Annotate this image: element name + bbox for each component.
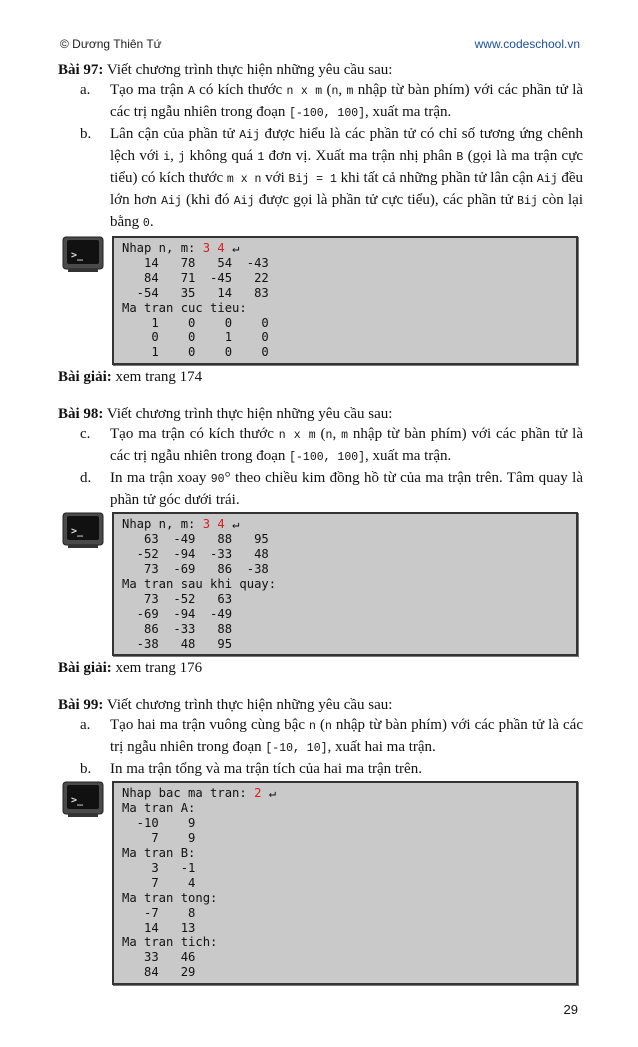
text: nhập từ bàn phím) với các phần tử là các trị ngẫu nhiên trong đoạn (110, 426, 583, 465)
exercise-title (58, 404, 583, 424)
requirement-item (58, 80, 583, 124)
terminal-icon (62, 512, 104, 548)
code-inline: Aij (161, 195, 182, 208)
code-inline: Bij (517, 195, 538, 208)
code-inline: 1 (257, 151, 265, 164)
text: In ma trận tổng và ma trận tích của hai ma trận trên. (110, 761, 422, 778)
exercise-title (58, 60, 583, 80)
console-line: Ma tran tich: (122, 935, 218, 950)
code-inline: n x m (286, 85, 323, 98)
text: nhập từ bàn phím) với các phần tử là các trị ngẫu nhiên trong đoạn (110, 717, 583, 756)
text: không quá (185, 148, 258, 164)
item-label: c. (80, 426, 91, 443)
text: còn lại bằng (110, 192, 583, 230)
console-line: 86 -33 88 (122, 621, 233, 636)
exercise-intro: Viết chương trình thực hiện những yêu cầu sau: (106, 406, 393, 423)
author-header: © Dương Thiên Tứ (60, 37, 162, 51)
exercise-text (58, 404, 583, 510)
item-label: b. (80, 126, 92, 142)
text: có kích thước (194, 82, 287, 98)
code-inline: n x m (278, 429, 316, 443)
text: ( (315, 717, 325, 734)
exercise-text (58, 695, 583, 779)
console-line: -10 9 (122, 816, 196, 831)
text: Tạo ma trận (110, 82, 188, 98)
console-line: 1 0 0 0 (122, 345, 269, 360)
console-line: 14 13 (122, 920, 196, 935)
console-output (112, 512, 578, 656)
exercise-title (58, 695, 583, 715)
console-prompt: Nhap n, m: (122, 517, 203, 532)
console-input: 3 4 (202, 241, 225, 255)
text: , xuất ma trận. (365, 448, 452, 465)
code-inline: [-10, 10] (265, 742, 328, 756)
text: , xuất ma trận. (365, 104, 452, 120)
text: với (261, 170, 289, 186)
code-inline: Bij = 1 (288, 173, 337, 186)
console-line: -69 -94 -49 (122, 606, 233, 621)
console-line: 84 29 (122, 965, 196, 980)
console-line: -52 -94 -33 48 (122, 547, 269, 562)
console-line: 1 0 0 0 (122, 315, 269, 330)
console-line: 84 71 -45 22 (122, 270, 269, 285)
console-line: 7 9 (122, 831, 196, 846)
code-inline: A (187, 85, 195, 98)
code-inline: m (346, 85, 354, 98)
console-line: 63 -49 88 95 (122, 532, 269, 547)
requirement-item (58, 759, 583, 779)
code-inline: Aij (536, 173, 558, 186)
console-output (112, 781, 578, 985)
svg-text:>_: >_ (71, 526, 84, 538)
code-inline: i (163, 151, 171, 164)
console-line: -38 48 95 (122, 636, 233, 651)
item-label: b. (80, 761, 92, 778)
code-inline: j (178, 151, 186, 164)
enter-icon: ↵ (224, 241, 240, 255)
console-line: Ma tran sau khi quay: (122, 576, 277, 591)
requirement-item (58, 424, 583, 468)
console-line: Ma tran B: (122, 846, 196, 861)
code-inline: n (325, 429, 333, 443)
code-inline: [-100, 100] (289, 107, 366, 120)
console-output (112, 236, 578, 365)
exercise-intro: Viết chương trình thực hiện những yêu cầu sau: (106, 697, 393, 714)
code-inline: [-100, 100] (289, 451, 366, 465)
code-inline: n (324, 720, 332, 734)
console-prompt: Nhap n, m: (122, 241, 203, 255)
console-prompt-line (122, 786, 576, 801)
svg-text:>_: >_ (71, 250, 84, 261)
text: đều lớn hơn (110, 170, 584, 208)
code-inline: B (456, 151, 464, 164)
enter-icon: ↵ (224, 517, 240, 532)
solution-label: Bài giải: (58, 369, 112, 386)
exercise-number: Bài 98: (58, 406, 104, 423)
text: . (149, 214, 154, 230)
text: , (332, 426, 342, 443)
text: ( (315, 426, 326, 443)
solution-ref (58, 367, 583, 387)
console-row (58, 512, 583, 656)
item-label: a. (80, 717, 91, 734)
code-inline: Aij (239, 129, 260, 142)
item-label: a. (80, 82, 91, 98)
requirement-item (58, 715, 583, 759)
item-label: d. (80, 470, 92, 487)
text: (gọi là ma trận cực tiểu) có kích thước (110, 148, 583, 186)
console-line: -7 8 (122, 905, 196, 920)
exercise-99 (58, 695, 583, 985)
website-header[interactable]: www.codeschool.vn (474, 37, 580, 51)
console-input: 2 (254, 786, 262, 801)
text: ° theo chiều kim đồng hồ từ của ma trận trên. Tâm quay là phần tử góc dưới trái. (110, 470, 583, 509)
code-inline: 0 (142, 217, 150, 230)
text: , xuất hai ma trận. (327, 739, 436, 756)
console-line: 33 46 (122, 950, 196, 965)
console-line: 3 -1 (122, 860, 196, 875)
text: , (170, 148, 179, 164)
console-row (58, 236, 583, 365)
solution-ref (58, 658, 583, 678)
text: Tạo hai ma trận vuông cùng bậc (110, 717, 310, 734)
console-line: -54 35 14 83 (122, 285, 269, 300)
text: Lân cận của phần tử (110, 126, 240, 142)
svg-text:>_: >_ (71, 795, 84, 807)
console-line: 73 -52 63 (122, 591, 233, 606)
console-input: 3 4 (202, 517, 225, 532)
code-inline: n (331, 85, 339, 98)
text: đơn vị. Xuất ma trận nhị phân (264, 148, 457, 164)
page-content (58, 60, 583, 985)
text: (khi đó (181, 192, 234, 208)
console-line: Ma tran tong: (122, 890, 218, 905)
console-prompt-line (122, 241, 576, 256)
console-line: 7 4 (122, 875, 196, 890)
solution-page[interactable]: xem trang 174 (111, 369, 203, 386)
console-prompt-line (122, 517, 576, 532)
code-inline: Aij (233, 195, 255, 208)
enter-icon: ↵ (261, 786, 277, 801)
text: Tạo ma trận có kích thước (110, 426, 279, 443)
exercise-text (58, 60, 583, 234)
terminal-icon (62, 781, 104, 817)
console-line: 73 -69 86 -38 (122, 561, 269, 576)
code-inline: 90 (210, 473, 225, 487)
console-line: Ma tran A: (122, 801, 196, 816)
solution-label: Bài giải: (58, 660, 112, 677)
text: được gọi là phần tử cực tiểu), các phần tử (254, 192, 518, 208)
console-line: 0 0 1 0 (122, 330, 269, 345)
code-inline: n (309, 720, 316, 734)
page-number: 29 (563, 1002, 578, 1018)
exercise-number: Bài 97: (58, 62, 104, 78)
exercise-97 (58, 60, 583, 387)
exercise-intro: Viết chương trình thực hiện những yêu cầu sau: (106, 62, 393, 78)
requirement-item (58, 124, 583, 234)
console-line: Ma tran cuc tieu: (122, 300, 247, 315)
exercise-number: Bài 99: (58, 697, 104, 714)
exercise-98 (58, 404, 583, 678)
code-inline: m x n (226, 173, 262, 186)
text: In ma trận xoay (110, 470, 211, 487)
text: nhập từ bàn phím) với các phần tử là các trị ngẫu nhiên trong đoạn (110, 82, 584, 120)
solution-page[interactable]: xem trang 176 (111, 660, 203, 677)
text: ( (322, 82, 332, 98)
text: , (338, 82, 347, 98)
terminal-icon (62, 236, 104, 272)
text: khi tất cả những phần tử lân cận (336, 170, 537, 186)
console-prompt: Nhap bac ma tran: (122, 786, 255, 801)
console-line: 14 78 54 -43 (122, 255, 269, 270)
console-row (58, 781, 583, 985)
code-inline: m (341, 429, 349, 443)
requirement-item (58, 468, 583, 510)
text: được hiểu là các phần tử có chỉ số tương ứng chênh lệch với (110, 126, 584, 164)
